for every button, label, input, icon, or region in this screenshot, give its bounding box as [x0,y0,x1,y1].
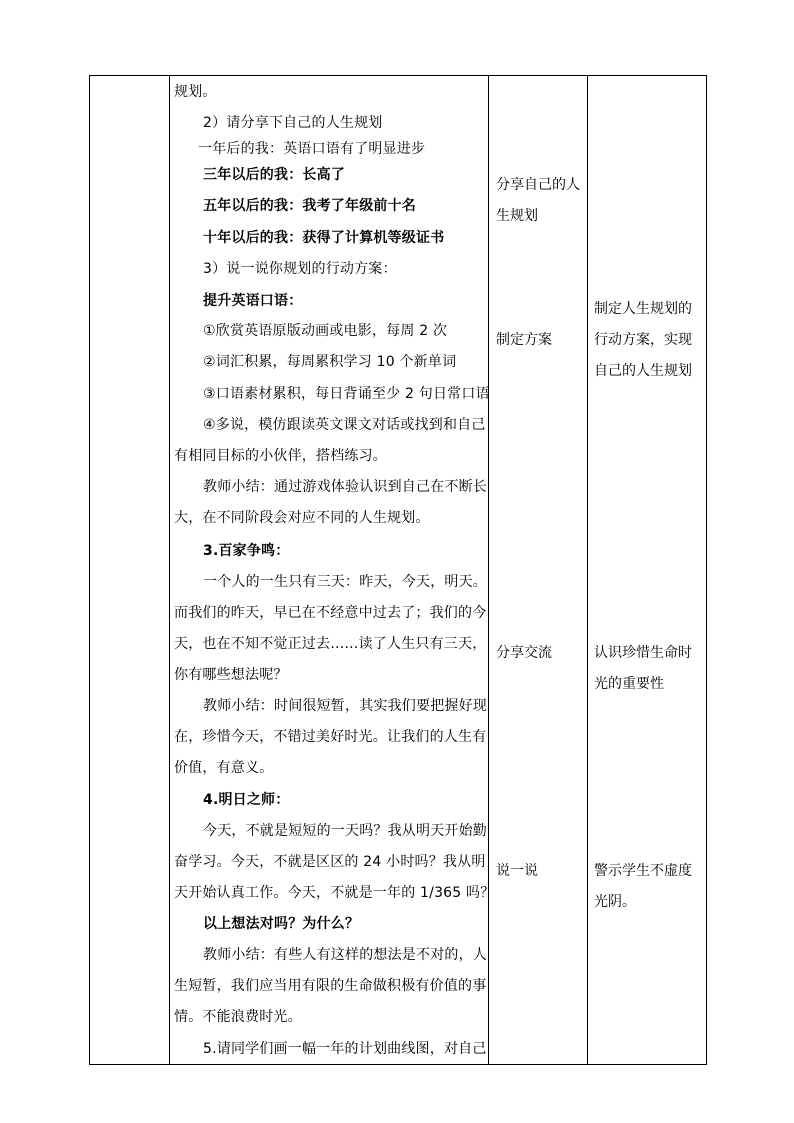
content-line: ②词汇积累，每周累积学习 10 个新单词 [203,354,457,370]
content-line: 十年以后的我：获得了计算机等级证书 [203,230,445,246]
activity-share-plan [496,170,580,232]
activity-make-plan: 制定方案 [496,332,552,348]
content-line: 一个人的一生只有三天：昨天，今天，明天。 [203,574,487,590]
content-line: 而我们的昨天，早已在不经意中过去了；我们的今 [174,605,487,621]
activity-say: 说一说 [496,863,538,879]
content-line: ①欣赏英语原版动画或电影，每周 2 次 [203,323,448,339]
content-line: 天开始认真工作。今天，不就是一年的 1/365 吗？ [174,885,495,901]
content-line: 今天，不就是短短的一天吗？我从明天开始勤 [203,823,487,839]
content-line: 2）请分享下自己的人生规划 [203,115,383,131]
content-line: 一年后的我：英语口语有了明显进步 [198,141,426,157]
intent-text: 认识珍惜生命时 [594,645,692,661]
content-line: 规划。 [174,84,217,100]
content-line: 在，珍惜今天，不错过美好时光。让我们的人生有 [174,729,487,745]
content-line: 你有哪些想法呢？ [174,667,288,683]
intent-text: 制定人生规划的 [594,301,692,317]
content-line: 大，在不同阶段会对应不同的人生规划。 [174,510,430,526]
content-line: 天，也在不知不觉正过去……读了人生只有三天， [174,636,487,652]
intent-text: 警示学生不虚度 [594,863,692,879]
content-line: 5.请同学们画一幅一年的计划曲线图，对自己 [203,1041,487,1057]
content-line: 价值，有意义。 [174,760,274,776]
intent-text: 自己的人生规划 [594,363,692,379]
content-line: 奋学习。今天，不就是区区的 24 小时吗？我从明 [174,854,486,870]
content-line: 有相同目标的小伙伴，搭档练习。 [174,448,387,464]
section-heading: 4.明日之师： [203,792,290,808]
intent-plan-goal [594,294,692,387]
content-line: 教师小结：有些人有这样的想法是不对的，人 [203,947,487,963]
column-divider-3 [587,76,588,1064]
intent-warn [594,856,692,918]
section-heading: 3.百家争鸣： [203,543,290,559]
intent-text: 光的重要性 [594,676,664,692]
column-divider-1 [169,76,170,1064]
column-divider-2 [488,76,489,1064]
content-line: 生短暂，我们应当用有限的生命做积极有价值的事 [174,978,487,994]
intent-cherish [594,638,692,700]
intent-text: 光阴。 [594,894,636,910]
activity-text: 生规划 [496,208,538,224]
content-line: 五年以后的我：我考了年级前十名 [203,198,416,214]
activity-share-exchange: 分享交流 [496,645,552,661]
activity-text: 分享自己的人 [496,177,580,193]
content-line: 3）说一说你规划的行动方案： [203,261,397,277]
content-line: 三年以后的我：长高了 [203,167,345,183]
content-line: 教师小结：通过游戏体验认识到自己在不断长 [203,479,487,495]
intent-text: 行动方案，实现 [594,332,692,348]
content-line: 教师小结：时间很短暂，其实我们要把握好现 [203,698,487,714]
content-line: 提升英语口语： [203,293,303,309]
content-line: 以上想法对吗？为什么？ [203,916,360,932]
content-line: ④多说，模仿跟读英文课文对话或找到和自己 [203,417,486,433]
content-line: ③口语素材累积，每日背诵至少 2 句日常口语 [203,386,490,402]
content-line: 情。不能浪费时光。 [174,1009,302,1025]
